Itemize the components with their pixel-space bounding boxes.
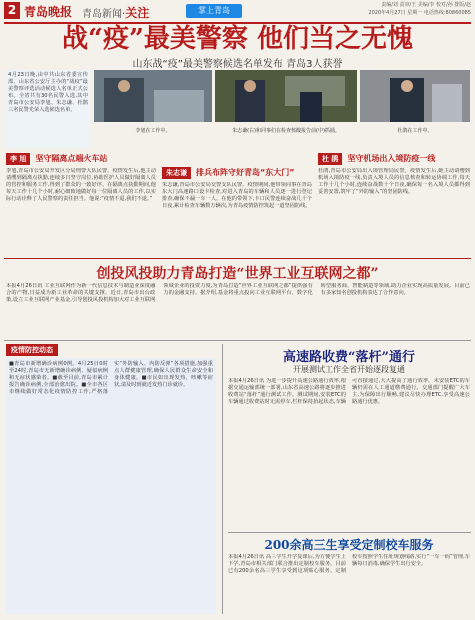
box-text: ■青岛市新增确诊病例0例。4月25日0时至24时,青岛市无新增确诊病例、疑似病例和无症状感染者。■截至目前,青岛市累计报告确诊病例,全部治愈出院。■全市各区市继续做好常态化疫情防控工作,严格落实“外防输入、内防反弹”各项措施,加强重点人群健康管理,确保人民群众生命安全和身体健康。■市民如出现发热、咳嗽等症状,请及时到就近发热门诊就诊。 bbox=[6, 358, 216, 614]
section-du-juan bbox=[318, 152, 470, 165]
headline-2: 创投风投助力青岛打造“世界工业互联网之都” bbox=[96, 266, 379, 282]
divider bbox=[4, 258, 471, 259]
column-label bbox=[82, 4, 149, 21]
photo-3-image bbox=[360, 70, 470, 122]
column-prefix: 青岛新闻· bbox=[82, 9, 126, 20]
section-title: 坚守机场出入境防疫一线 bbox=[347, 154, 436, 163]
masthead-meta bbox=[351, 1, 471, 17]
meta-line-2: 2020年4月27日 星期一 电话热线:80860085 bbox=[368, 10, 471, 16]
subhead-3: 开展测试工作全省开始逐段复通 bbox=[293, 365, 405, 374]
photo-2 bbox=[215, 70, 357, 134]
photo-3-caption: 杜鹃在工作中。 bbox=[397, 128, 433, 134]
section-zhu-zhiqian bbox=[162, 166, 312, 179]
column-text-2: 朱志谦,青岛市公安局交警支队民警。疫情期间,他带领同事在青岛东大门高速路口设卡检查,对进入青岛的车辆和人员逐一进行登记排查,确保不漏一车一人。在他的带领下,卡口民警连续奋战几十个日夜,累计检查车辆数万辆次,为青岛疫情防控筑起一道坚固防线。 bbox=[162, 182, 312, 209]
column-name: 关注 bbox=[125, 6, 150, 20]
app-badge[interactable]: 掌上青岛 bbox=[186, 4, 242, 18]
headline-3: 高速路收费“落杆”通行 bbox=[283, 350, 415, 365]
box-head: 疫情防控动态 bbox=[6, 344, 58, 356]
paper-name: 青岛晚报 bbox=[24, 5, 73, 19]
column-text-3: 杜鹃,青岛市公安局出入境管理局民警。疫情发生后,她主动请缨到机场入境防疫一线,负责入境人员的信息核查和转运协调工作,每天工作十几个小时,连续奋战数十个日夜,确保每一名入境人员都得到妥善安置,筑牢了“外防输入”的坚固防线。 bbox=[318, 168, 470, 195]
top-intro: 4月23日晚,由中共山东省委宣传部、山东省公安厅主办的“战疫”最美警察评选活动候选人名单正式公布。全省共有30名民警入选,其中青岛市公安局李旭、朱志谦、杜鹃三名民警光荣入选候选名单。 bbox=[6, 70, 90, 148]
section-li-xu bbox=[6, 152, 156, 165]
section-title: 排兵布阵守好青岛“东大门” bbox=[196, 168, 295, 177]
photo-1 bbox=[94, 70, 212, 134]
section-tag: 李 旭 bbox=[6, 153, 30, 165]
photo-2-caption: 朱志谦(右)和同事们在检查核酸报告前(中)抓捕。 bbox=[232, 128, 340, 134]
masthead bbox=[0, 0, 475, 22]
divider bbox=[4, 340, 471, 341]
photo-3 bbox=[360, 70, 470, 134]
page-number: 2 bbox=[4, 2, 20, 19]
divider bbox=[228, 532, 471, 533]
headline-4-text: 本报4月26日讯 高三学生开学复课后,为方便学生上下学,青岛市相关部门联合推出定制校车服务。目前已有200余名高三学生享受到这项贴心服务。定制校车按照学生住址规划线路,实行“一车一码”管理,车辆每日消毒,确保学生出行安全。 bbox=[228, 554, 470, 574]
headline-3-text: 本报4月26日讯 为进一步提升高速公路通行效率,根据交通运输部统一部署,山东省高速公路将逐步推进收费站“落杆”通行测试工作。测试期间,安装ETC的车辆通过收费站时无需停车,栏杆保持抬起状态,车辆可直接通过,大大提高了通行效率。未安装ETC的车辆仍需在人工通道缴费通行。交通部门提醒广大车主,为保障出行顺畅,建议尽快办理ETC,享受高速公路通行优惠。 bbox=[228, 378, 470, 405]
meta-line-1: 责编/刘 责审/王 美编/李 校对/孙 排版/赵 bbox=[381, 2, 471, 8]
headline-4: 200余高三生享受定制校车服务 bbox=[264, 538, 434, 552]
section-tag: 朱志谦 bbox=[162, 167, 191, 179]
section-tag: 杜 鹃 bbox=[318, 153, 342, 165]
photo-1-caption: 李旭在工作中。 bbox=[135, 128, 171, 134]
photo-1-image bbox=[94, 70, 212, 122]
headline-1: 战“疫”最美警察 他们当之无愧 bbox=[62, 24, 413, 54]
photo-2-image bbox=[215, 70, 357, 122]
section-title: 坚守隔离点端火车站 bbox=[35, 154, 108, 163]
subhead-1: 山东战“疫”最美警察候选名单发布 青岛3人获誉 bbox=[132, 59, 343, 70]
column-text-1: 李旭,青岛市公安局开发区分局刑警大队民警。疫情发生后,他主动请缨到隔离点执勤,连续多日坚守岗位,协助医护人员做好隔离人员的管控和服务工作,得到了群众的一致好评。在隔离点执勤期间,他每天工作十几个小时,耐心细致地做好每一位隔离人员的工作,以实际行动诠释了人民警察的责任担当。他说:“疫情不退,我们不退。” bbox=[6, 168, 156, 202]
headline-2-text: 本报4月26日讯 工业互联网作为新一代信息技术与制造业深度融合的产物,日益成为新工业革命的关键支撑。近日,青岛市出台政策,设立工业互联网产业基金,引导创投风投机构加大对工业互联网领域企业的投资力度,为青岛打造“世界工业互联网之都”提供强有力的金融支持。据介绍,基金将重点投向工业互联网平台、数字化转型服务商、智能制造等领域,助力企业实现高质量发展。目前已有多家知名创投机构表达了合作意向。 bbox=[6, 283, 470, 303]
divider bbox=[222, 344, 223, 614]
